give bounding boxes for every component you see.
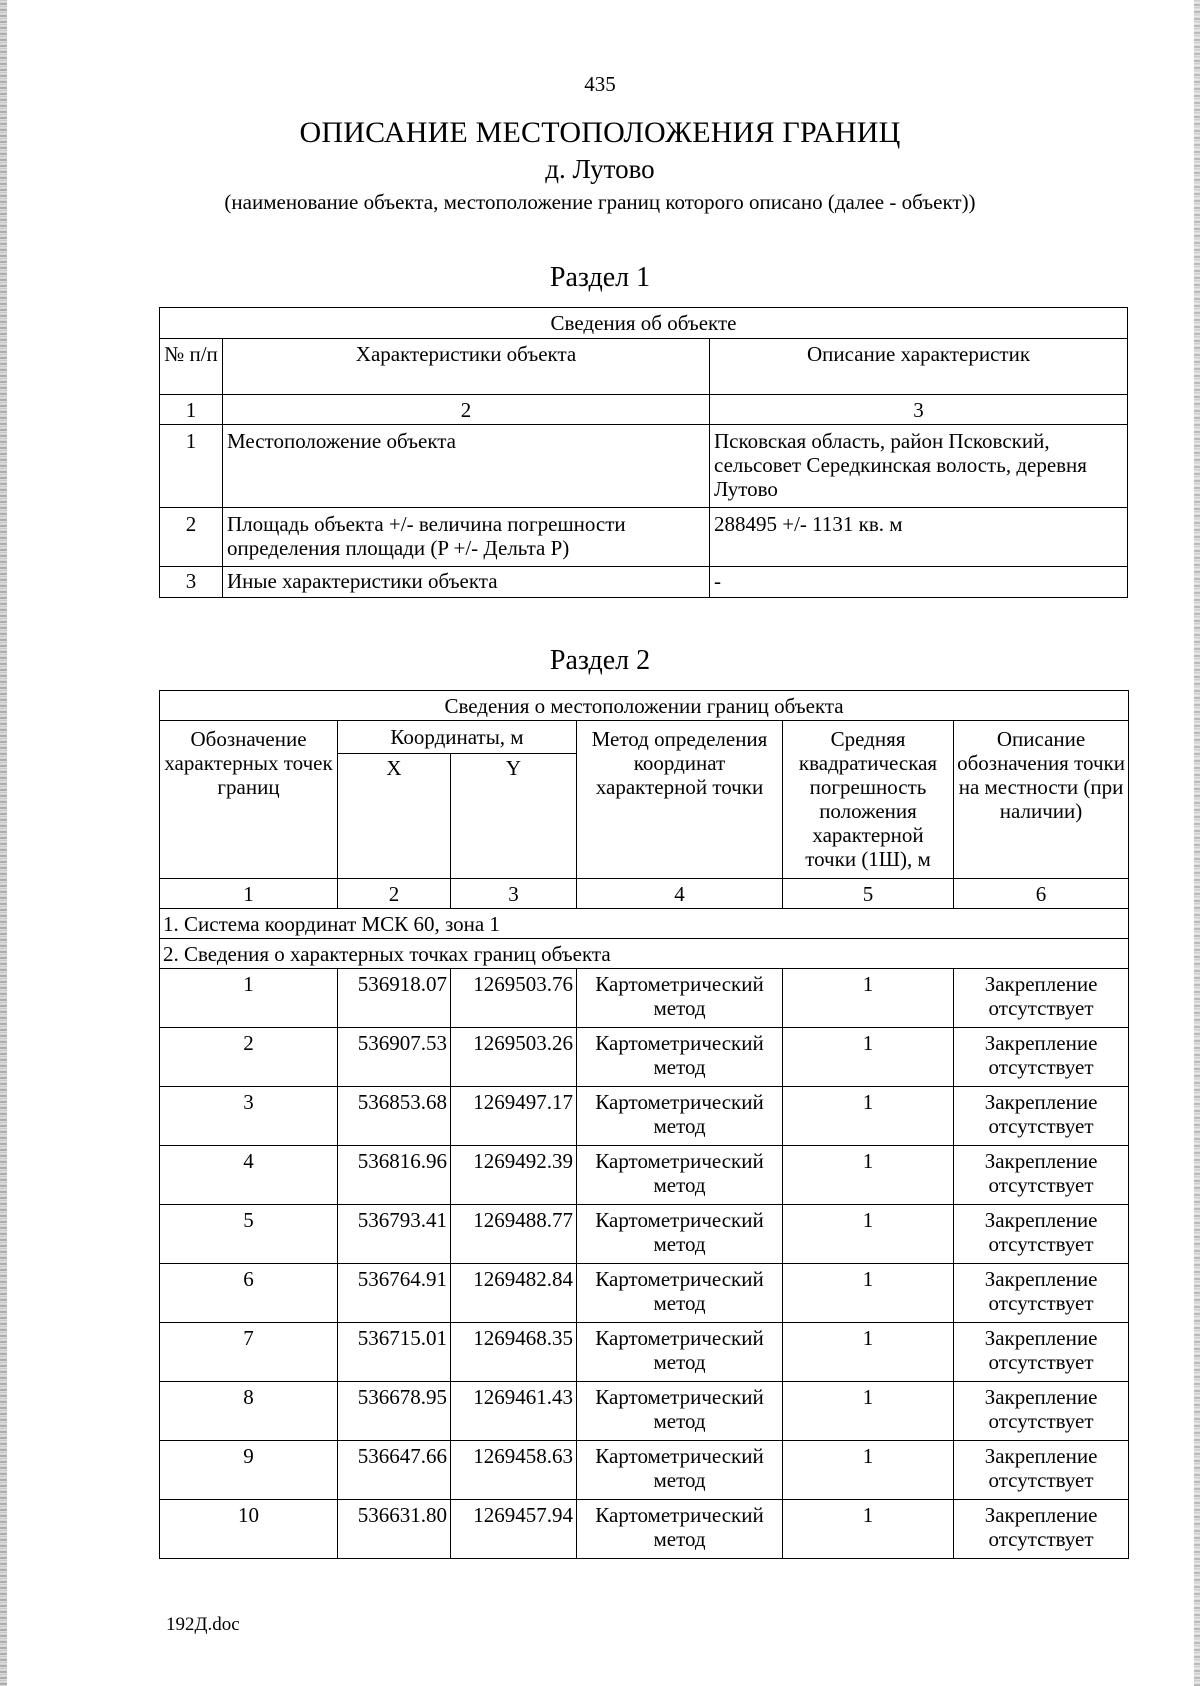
scan-edge-right	[1194, 0, 1200, 1686]
point-id: 6	[160, 1264, 338, 1323]
point-x: 536631.80	[338, 1500, 451, 1559]
point-method: Картометрический метод	[577, 1146, 783, 1205]
point-marker: Закрепление отсутствует	[954, 1323, 1129, 1382]
point-id: 5	[160, 1205, 338, 1264]
row-description: 288495 +/- 1131 кв. м	[710, 508, 1128, 567]
point-id: 1	[160, 969, 338, 1028]
table-row	[160, 567, 1128, 598]
point-x: 536678.95	[338, 1382, 451, 1441]
page-number: 435	[584, 72, 616, 96]
point-error: 1	[783, 1382, 954, 1441]
point-x: 536918.07	[338, 969, 451, 1028]
header-description: Описание характеристик	[710, 339, 1128, 395]
point-y: 1269482.84	[451, 1264, 577, 1323]
point-method: Картометрический метод	[577, 1441, 783, 1500]
points-body	[160, 969, 1129, 1559]
row-num: 3	[160, 567, 223, 598]
table-caption: Сведения о местоположении границ объекта	[160, 691, 1129, 721]
table-row	[160, 1382, 1129, 1441]
point-id: 9	[160, 1441, 338, 1500]
point-y: 1269497.17	[451, 1087, 577, 1146]
point-y: 1269492.39	[451, 1146, 577, 1205]
point-method: Картометрический метод	[577, 1323, 783, 1382]
header-error: Средняя квадратическая погрешность положения характерной точки (1Ш), м	[783, 721, 954, 879]
point-method: Картометрический метод	[577, 1382, 783, 1441]
point-error: 1	[783, 1087, 954, 1146]
row-characteristic: Местоположение объекта	[223, 425, 710, 508]
point-x: 536816.96	[338, 1146, 451, 1205]
column-number: 2	[223, 395, 710, 425]
point-error: 1	[783, 1441, 954, 1500]
coordinate-system: 1. Система координат МСК 60, зона 1	[160, 909, 1129, 939]
point-marker: Закрепление отсутствует	[954, 969, 1129, 1028]
point-id: 2	[160, 1028, 338, 1087]
point-marker: Закрепление отсутствует	[954, 1382, 1129, 1441]
table-row	[160, 969, 1129, 1028]
table-row	[160, 1205, 1129, 1264]
point-error: 1	[783, 1323, 954, 1382]
point-x: 536715.01	[338, 1323, 451, 1382]
section-1-title: Раздел 1	[549, 262, 651, 293]
point-x: 536853.68	[338, 1087, 451, 1146]
point-id: 4	[160, 1146, 338, 1205]
section-2-title: Раздел 2	[549, 645, 651, 676]
point-error: 1	[783, 1146, 954, 1205]
points-caption: 2. Сведения о характерных точках границ объекта	[160, 939, 1129, 969]
row-num: 1	[160, 425, 223, 508]
point-x: 536647.66	[338, 1441, 451, 1500]
point-marker: Закрепление отсутствует	[954, 1264, 1129, 1323]
point-y: 1269461.43	[451, 1382, 577, 1441]
header-y: Y	[451, 754, 577, 879]
point-id: 10	[160, 1500, 338, 1559]
header-coordinates: Координаты, м	[338, 721, 577, 754]
object-name: д. Лутово	[545, 154, 655, 184]
row-description: Псковская область, район Псковский, сельсовет Середкинская волость, деревня Лутово	[710, 425, 1128, 508]
table-caption: Сведения об объекте	[160, 308, 1128, 339]
row-characteristic: Иные характеристики объекта	[223, 567, 710, 598]
table-row	[160, 1146, 1129, 1205]
object-caption: (наименование объекта, местоположение границ которого описано (далее - объект))	[224, 190, 976, 214]
point-error: 1	[783, 1028, 954, 1087]
table-row	[160, 425, 1128, 508]
table-row	[160, 1087, 1129, 1146]
point-marker: Закрепление отсутствует	[954, 1441, 1129, 1500]
point-y: 1269458.63	[451, 1441, 577, 1500]
table-row	[160, 1441, 1129, 1500]
point-method: Картометрический метод	[577, 1500, 783, 1559]
point-x: 536764.91	[338, 1264, 451, 1323]
row-characteristic: Площадь объекта +/- величина погрешности определения площади (P +/- Дельта P)	[223, 508, 710, 567]
column-number: 2	[338, 879, 451, 909]
point-marker: Закрепление отсутствует	[954, 1028, 1129, 1087]
point-id: 3	[160, 1087, 338, 1146]
table-row	[160, 508, 1128, 567]
table-row	[160, 1264, 1129, 1323]
point-y: 1269457.94	[451, 1500, 577, 1559]
column-number: 3	[451, 879, 577, 909]
header-x: X	[338, 754, 451, 879]
point-marker: Закрепление отсутствует	[954, 1146, 1129, 1205]
column-number: 3	[710, 395, 1128, 425]
point-method: Картометрический метод	[577, 1264, 783, 1323]
point-error: 1	[783, 1205, 954, 1264]
point-marker: Закрепление отсутствует	[954, 1087, 1129, 1146]
table-row	[160, 1323, 1129, 1382]
header-marker: Описание обозначения точки на местности (при наличии)	[954, 721, 1129, 879]
point-error: 1	[783, 1500, 954, 1559]
point-error: 1	[783, 1264, 954, 1323]
column-number: 1	[160, 395, 223, 425]
point-method: Картометрический метод	[577, 1087, 783, 1146]
header-point: Обозначение характерных точек границ	[160, 721, 338, 879]
point-x: 536793.41	[338, 1205, 451, 1264]
column-number: 5	[783, 879, 954, 909]
column-number: 6	[954, 879, 1129, 909]
point-y: 1269488.77	[451, 1205, 577, 1264]
point-marker: Закрепление отсутствует	[954, 1500, 1129, 1559]
row-description: -	[710, 567, 1128, 598]
point-id: 8	[160, 1382, 338, 1441]
boundary-points-table	[159, 690, 1129, 1559]
point-method: Картометрический метод	[577, 969, 783, 1028]
point-y: 1269503.26	[451, 1028, 577, 1087]
column-number: 1	[160, 879, 338, 909]
column-number: 4	[577, 879, 783, 909]
footer-filename: 192Д.doc	[166, 1614, 240, 1635]
point-method: Картометрический метод	[577, 1028, 783, 1087]
scan-edge-left	[0, 0, 7, 1686]
point-marker: Закрепление отсутствует	[954, 1205, 1129, 1264]
point-y: 1269503.76	[451, 969, 577, 1028]
object-info-table	[159, 307, 1128, 598]
header-characteristic: Характеристики объекта	[223, 339, 710, 395]
row-num: 2	[160, 508, 223, 567]
header-method: Метод определения координат характерной точки	[577, 721, 783, 879]
table-row	[160, 1028, 1129, 1087]
point-x: 536907.53	[338, 1028, 451, 1087]
point-error: 1	[783, 969, 954, 1028]
point-id: 7	[160, 1323, 338, 1382]
point-method: Картометрический метод	[577, 1205, 783, 1264]
point-y: 1269468.35	[451, 1323, 577, 1382]
header-num: № п/п	[160, 339, 223, 395]
document-title: ОПИСАНИЕ МЕСТОПОЛОЖЕНИЯ ГРАНИЦ	[299, 116, 901, 149]
table-row	[160, 1500, 1129, 1559]
